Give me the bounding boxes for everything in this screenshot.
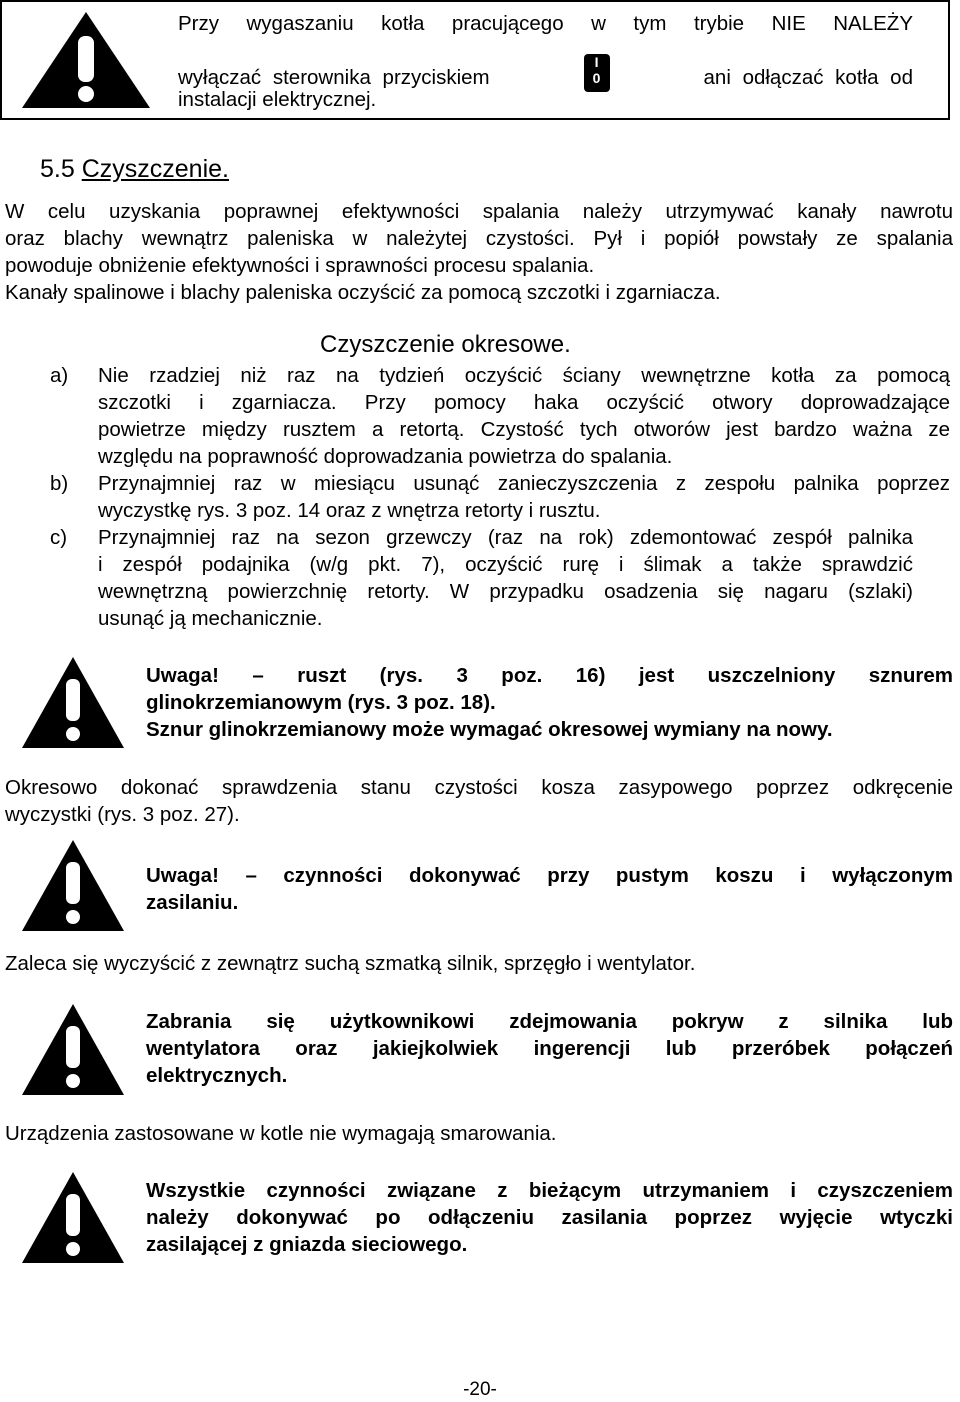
list-line: szczotki i zgarniacza. Przy pomocy haka oczyścić otwory doprowadzające xyxy=(98,391,950,414)
list-body xyxy=(98,524,913,632)
warning-triangle-icon xyxy=(20,838,126,933)
warning-triangle-icon xyxy=(20,655,126,750)
list-line: Przynajmniej raz w miesiącu usunąć zanieczyszczenia z zespołu palnika poprzez xyxy=(98,472,950,495)
power-switch-icon xyxy=(584,54,610,92)
top-warning-line2-a: wyłączać sterownika przyciskiem xyxy=(178,65,490,89)
lube-paragraph: Urządzenia zastosowane w kotle nie wymagają smarowania. xyxy=(5,1122,557,1145)
warning5-line1: Wszystkie czynności związane z bieżącym utrzymaniem i czyszczeniem xyxy=(146,1179,953,1202)
page-number: -20- xyxy=(463,1379,497,1400)
intro-line2: oraz blachy wewnątrz paleniska w należytej czystości. Pył i popiół powstały ze spalania xyxy=(5,227,953,250)
list-line: Przynajmniej raz na sezon grzewczy (raz na rok) zdemontować zespół palnika xyxy=(98,526,913,549)
clean-paragraph: Zaleca się wyczyścić z zewnątrz suchą szmatką silnik, sprzęgło i wentylator. xyxy=(5,952,696,975)
basket-line2: wyczystki (rys. 3 poz. 27). xyxy=(5,803,240,826)
basket-line1: Okresowo dokonać sprawdzenia stanu czystości kosza zasypowego poprzez odkręcenie xyxy=(5,776,953,799)
list-line: powietrze między rusztem a retortą. Czystość tych otworów jest bardzo ważna ze xyxy=(98,418,950,441)
list-letter: c) xyxy=(50,526,68,549)
warning-triangle-icon xyxy=(20,1002,126,1097)
top-warning-line3: instalacji elektrycznej. xyxy=(178,88,377,111)
switch-bottom-label: 0 xyxy=(592,70,601,86)
section-number: 5.5 xyxy=(40,155,75,183)
periodic-heading: Czyszczenie okresowe. xyxy=(320,331,571,358)
list-body xyxy=(98,470,950,524)
warning-triangle-icon xyxy=(20,1170,126,1265)
intro-line3: powoduje obniżenie efektywności i sprawności procesu spalania. xyxy=(5,254,595,277)
list-line: wyczystkę rys. 3 poz. 14 oraz z wnętrza retorty i rusztu. xyxy=(98,499,601,522)
warning-triangle-icon xyxy=(20,10,152,110)
warning5-line3: zasilającej z gniazda sieciowego. xyxy=(146,1233,468,1256)
switch-top-label: I xyxy=(594,54,599,70)
list-line: i zespół podajnika (w/g pkt. 7), oczyścić rurę i ślimak a także sprawdzić xyxy=(98,553,913,576)
list-letter: a) xyxy=(50,364,69,387)
warning4-line3: elektrycznych. xyxy=(146,1064,288,1087)
section-title: Czyszczenie. xyxy=(81,155,229,183)
top-warning-line2-b: ani odłączać kotła od xyxy=(703,65,913,89)
warning2-line1: Uwaga! – ruszt (rys. 3 poz. 16) jest uszczelniony sznurem xyxy=(146,664,953,687)
warning3-line2: zasilaniu. xyxy=(146,891,239,914)
warning5-line2: należy dokonywać po odłączeniu zasilania poprzez wyjęcie wtyczki xyxy=(146,1206,953,1229)
top-warning-line1: Przy wygaszaniu kotła pracującego w tym trybie NIE NALEŻY xyxy=(178,12,913,35)
section-heading xyxy=(40,154,229,184)
warning2-line2: glinokrzemianowym (rys. 3 poz. 18). xyxy=(146,691,496,714)
intro-line1: W celu uzyskania poprawnej efektywności spalania należy utrzymywać kanały nawrotu xyxy=(5,200,953,223)
intro-line4: Kanały spalinowe i blachy paleniska oczyścić za pomocą szczotki i zgarniacza. xyxy=(5,281,721,304)
warning4-line2: wentylatora oraz jakiejkolwiek ingerencji lub przeróbek połączeń xyxy=(146,1037,953,1060)
list-line: względu na poprawność doprowadzania powietrza do spalania. xyxy=(98,445,673,468)
list-line: Nie rzadziej niż raz na tydzień oczyścić ściany wewnętrzne kotła za pomocą xyxy=(98,364,950,387)
list-line: wewnętrzną powierzchnię retorty. W przypadku osadzenia się nagaru (szlaki) xyxy=(98,580,913,603)
warning4-line1: Zabrania się użytkownikowi zdejmowania pokryw z silnika lub xyxy=(146,1010,953,1033)
list-letter: b) xyxy=(50,472,69,495)
list-body xyxy=(98,362,950,470)
warning2-line3: Sznur glinokrzemianowy może wymagać okresowej wymiany na nowy. xyxy=(146,718,833,741)
list-line: usunąć ją mechanicznie. xyxy=(98,607,323,630)
warning3-line1: Uwaga! – czynności dokonywać przy pustym koszu i wyłączonym xyxy=(146,864,953,887)
